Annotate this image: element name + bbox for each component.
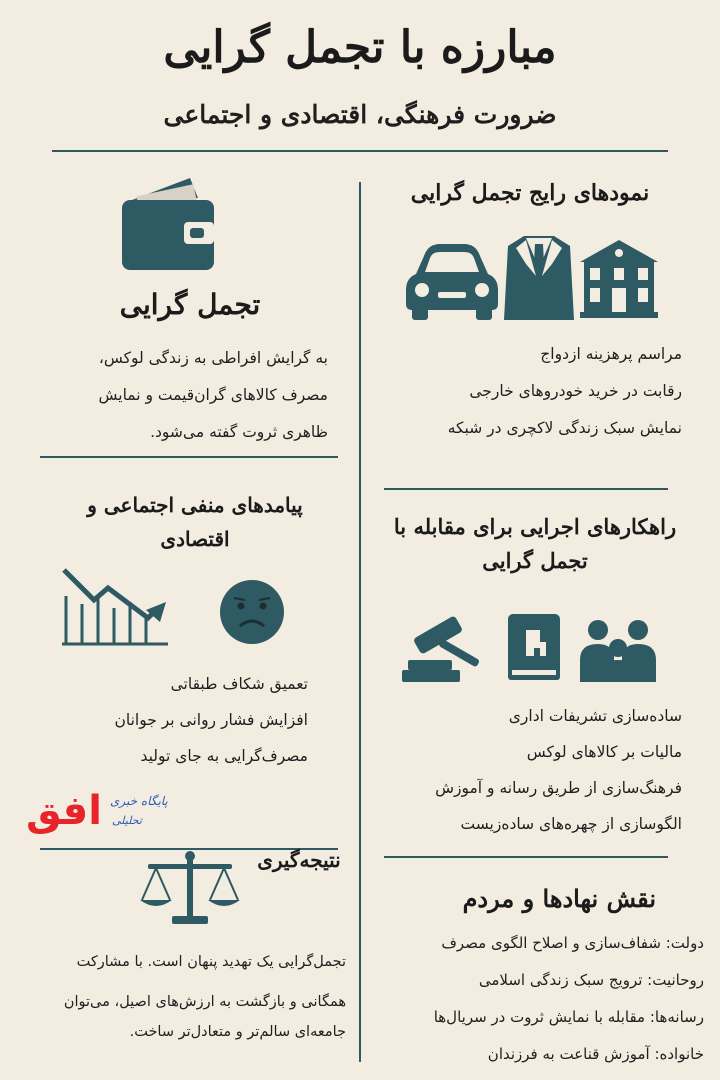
column-divider: [359, 182, 361, 1062]
car-icon: [404, 238, 500, 322]
mansion-icon: [578, 238, 660, 320]
roles-item: دولت: شفاف‌سازی و اصلاح الگوی مصرف: [441, 934, 704, 952]
definition-line: به گرایش افراطی به زندگی لوکس،: [98, 349, 328, 367]
gavel-icon: [402, 608, 488, 684]
roles-item: روحانیت: ترویج سبک زندگی اسلامی: [478, 971, 704, 989]
scales-icon: [138, 850, 242, 930]
logo-line-2: تحلیلی: [112, 814, 142, 827]
sad-face-icon: [218, 578, 286, 646]
logo-main-text: افق: [26, 788, 102, 834]
left-divider-1: [40, 456, 338, 458]
consequences-item: مصرف‌گرایی به جای تولید: [140, 747, 308, 765]
conclusion-line: همگانی و بازگشت به ارزش‌های اصیل، می‌توان: [63, 994, 346, 1010]
solutions-heading: راهکارهای اجرایی برای مقابله با تجمل گرایی: [393, 514, 677, 573]
roles-item: خانواده: آموزش قناعت به فرزندان: [487, 1045, 704, 1063]
solutions-item: الگوسازی از چهره‌های ساده‌زیست: [460, 815, 682, 833]
page-subtitle: ضرورت فرهنگی، اقتصادی و اجتماعی: [163, 100, 557, 129]
right-divider-1: [384, 488, 668, 490]
book-icon: [506, 612, 562, 682]
consequences-item: تعمیق شکاف طبقاتی: [170, 675, 308, 693]
roles-heading: نقش نهادها و مردم: [462, 884, 656, 913]
declining-chart-icon: [60, 566, 170, 648]
family-icon: [578, 618, 658, 684]
solutions-item: مالیات بر کالاهای لوکس: [526, 743, 682, 761]
conclusion-heading: نتیجه‌گیری: [257, 848, 341, 872]
definition-heading: تجمل گرایی: [119, 288, 261, 321]
definition-line: مصرف کالاهای گران‌قیمت و نمایش: [98, 386, 328, 404]
wallet-icon: [120, 176, 216, 272]
conclusion-line: تجمل‌گرایی یک تهدید پنهان است. با مشارکت: [76, 954, 346, 970]
right-divider-2: [384, 856, 668, 858]
consequences-heading: پیامدهای منفی اجتماعی و اقتصادی: [87, 493, 303, 551]
manifestations-item: رقابت در خرید خودروهای خارجی: [469, 382, 682, 400]
manifestations-item: نمایش سبک زندگی لاکچری در شبکه: [447, 419, 682, 437]
roles-item: رسانه‌ها: مقابله با نمایش ثروت در سریال‌ها: [433, 1008, 704, 1026]
solutions-item: ساده‌سازی تشریفات اداری: [508, 707, 682, 725]
logo-line-1: پایگاه خبری: [110, 794, 168, 808]
definition-line: ظاهری ثروت گفته می‌شود.: [150, 423, 328, 441]
page-title: مبارزه با تجمل گرایی: [163, 22, 557, 73]
header-divider: [52, 150, 668, 152]
manifestations-item: مراسم پرهزینه ازدواج: [540, 345, 682, 363]
conclusion-line: جامعه‌ای سالم‌تر و متعادل‌تر ساخت.: [129, 1024, 346, 1040]
consequences-item: افزایش فشار روانی بر جوانان: [114, 711, 308, 729]
manifestations-heading: نمودهای رایج تجمل گرایی: [410, 180, 650, 206]
solutions-item: فرهنگ‌سازی از طریق رسانه و آموزش: [435, 779, 682, 797]
suit-icon: [502, 232, 576, 322]
news-agency-logo: [26, 788, 186, 844]
